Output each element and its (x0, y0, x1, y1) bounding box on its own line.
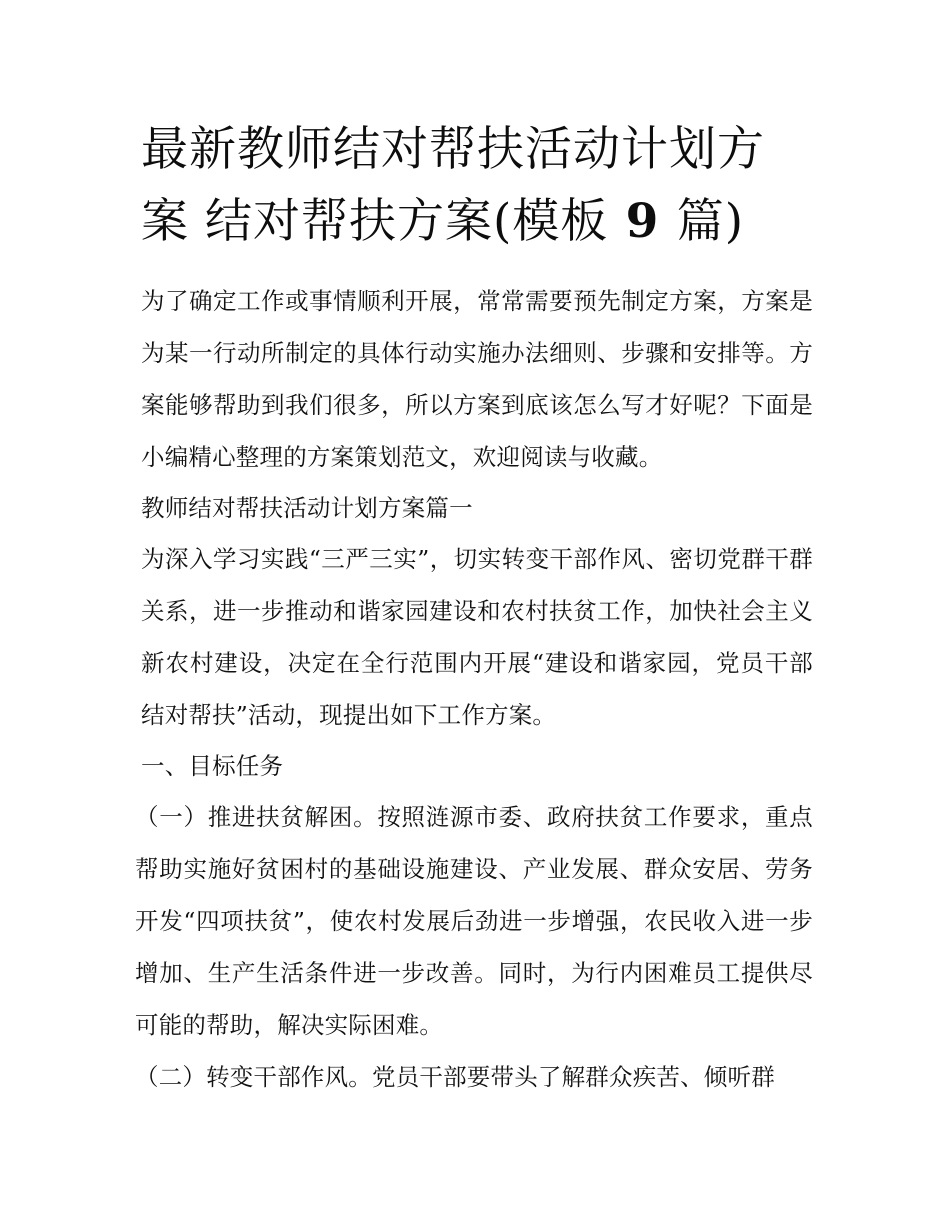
title-line-2-part-a: 案 结对帮扶方案(模板 (141, 194, 609, 249)
body-paragraph-2: （一）推进扶贫解困。按照涟源市委、政府扶贫工作要求，重点帮助实施好贫困村的基础设施建设、产业发展、群众安居、劳务开发“四项扶贫”，使农村发展后劲进一步增强，农民收入进一步增加、生产生活条件进一步改善。同时，为行内困难员工提供尽可能的帮助，解决实际困难。 (135, 803, 813, 1039)
title-line-2-part-b: 篇) (676, 194, 745, 249)
body-paragraph-3: （二）转变干部作风。党员干部要带头了解群众疾苦、倾听群 (135, 1063, 775, 1091)
document-title (141, 114, 813, 258)
document-body (135, 275, 813, 1103)
title-line-1: 最新教师结对帮扶活动计划方 (141, 122, 765, 177)
intro-paragraph: 为了确定工作或事情顺利开展，常常需要预先制定方案，方案是为某一行动所制定的具体行动实施办法细则、步骤和安排等。方案能够帮助到我们很多，所以方案到底该怎么写才好呢？下面是小编精心整理的方案策划范文，欢迎阅读与收藏。 (141, 287, 813, 471)
subheading-goals: 一、目标任务 (141, 752, 284, 780)
section-heading-1: 教师结对帮扶活动计划方案篇一 (141, 494, 473, 522)
title-line-2-number: 9 (608, 194, 677, 249)
document-content (135, 114, 813, 1103)
body-paragraph-1: 为深入学习实践“三严三实”，切实转变干部作风、密切党群干群关系，进一步推动和谐家园建设和农村扶贫工作，加快社会主义新农村建设，决定在全行范围内开展“建设和谐家园，党员干部结对帮扶”活动，现提出如下工作方案。 (141, 545, 813, 729)
